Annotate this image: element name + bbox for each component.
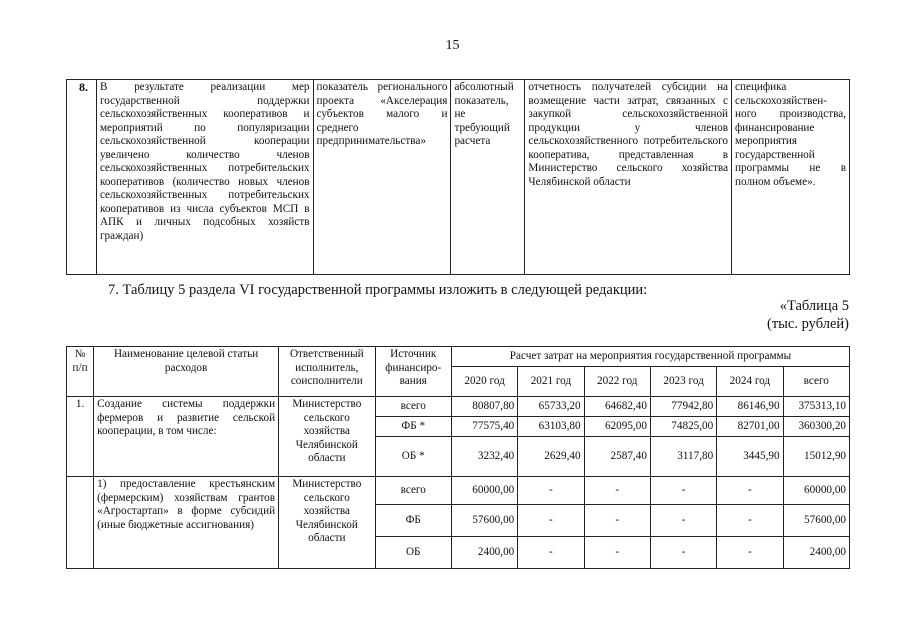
- header-year: 2023 год: [650, 367, 716, 397]
- value-cell: -: [518, 477, 584, 505]
- value-cell: -: [518, 505, 584, 537]
- header-name: Наименование целевой статьи расходов: [94, 347, 279, 397]
- indicator-name: В результате реализации мер государственной поддержки сельскохозяйственных кооперативов и мероприятий по популяризации сельскохозяйственной кооперации увеличено количество членов сельскохозяйственных потребительских кооперативов (количество новых членов сельскохозяйственных потребительских кооперативов из числа субъектов МСП в АПК и личных подсобных хозяйств граждан): [96, 80, 313, 275]
- header-year: 2021 год: [518, 367, 584, 397]
- header-row: [67, 347, 850, 367]
- value-cell: 60000,00: [783, 477, 849, 505]
- table-caption: «Таблица 5: [779, 298, 849, 314]
- funding-source: ОБ: [375, 537, 451, 569]
- expense-name: Создание системы поддержки фермеров и развитие сельской кооперации, в том числе:: [94, 397, 279, 477]
- value-cell: -: [650, 537, 716, 569]
- value-cell: -: [717, 505, 783, 537]
- value-cell: 77575,40: [451, 417, 517, 437]
- value-cell: 375313,10: [783, 397, 849, 417]
- funding-source: ОБ *: [375, 437, 451, 477]
- row-number: 8.: [67, 80, 97, 275]
- executor: Министерство сельского хозяйства Челябинской области: [279, 397, 375, 477]
- value-cell: 64682,40: [584, 397, 650, 417]
- funding-source: ФБ *: [375, 417, 451, 437]
- data-source: отчетность получателей субсидии на возмещение части затрат, связанных с закупкой сельскохозяйственной продукции у членов сельскохозяйственного потребительского кооператива, представленная в Министерство сельского хозяйства Челябинской области: [525, 80, 732, 275]
- value-cell: 57600,00: [451, 505, 517, 537]
- value-cell: 63103,80: [518, 417, 584, 437]
- table-row: [67, 397, 850, 417]
- funding-source: ФБ: [375, 505, 451, 537]
- calculation-method: абсолютный показатель, не требующий расчета: [451, 80, 525, 275]
- header-year: 2020 год: [451, 367, 517, 397]
- value-cell: 2400,00: [451, 537, 517, 569]
- table-row: [67, 80, 850, 275]
- value-cell: -: [717, 537, 783, 569]
- value-cell: -: [584, 537, 650, 569]
- value-cell: 77942,80: [650, 397, 716, 417]
- executor: Министерство сельского хозяйства Челябинской области: [279, 477, 375, 569]
- value-cell: 86146,90: [717, 397, 783, 417]
- header-source: Источник финансиро-вания: [375, 347, 451, 397]
- value-cell: 74825,00: [650, 417, 716, 437]
- table-row: [67, 477, 850, 505]
- cost-table: [66, 346, 850, 569]
- value-cell: 82701,00: [717, 417, 783, 437]
- row-number: [67, 477, 94, 569]
- value-cell: 65733,20: [518, 397, 584, 417]
- value-cell: -: [650, 505, 716, 537]
- deviation-reason: специфика сельскохозяйствен-ного производства, финансирование мероприятия государственной программы не в полном объеме».: [732, 80, 850, 275]
- header-year: 2022 год: [584, 367, 650, 397]
- amendment-text: 7. Таблицу 5 раздела VI государственной программы изложить в следующей редакции:: [108, 282, 648, 298]
- expense-name: 1) предоставление крестьянским (фермерским) хозяйствам грантов «Агростартап» в форме субсидий (иные бюджетные ассигнования): [94, 477, 279, 569]
- value-cell: 57600,00: [783, 505, 849, 537]
- table-units: (тыс. рублей): [767, 316, 849, 332]
- value-cell: 2587,40: [584, 437, 650, 477]
- value-cell: 2629,40: [518, 437, 584, 477]
- value-cell: 360300,20: [783, 417, 849, 437]
- value-cell: 60000,00: [451, 477, 517, 505]
- value-cell: -: [584, 477, 650, 505]
- row-number: 1.: [67, 397, 94, 477]
- value-cell: -: [717, 477, 783, 505]
- indicator-type: показатель регионального проекта «Акселерация субъектов малого и среднего предпринимательства»: [313, 80, 451, 275]
- value-cell: 80807,80: [451, 397, 517, 417]
- value-cell: 2400,00: [783, 537, 849, 569]
- value-cell: -: [584, 505, 650, 537]
- value-cell: 3232,40: [451, 437, 517, 477]
- header-calc: Расчет затрат на мероприятия государственной программы: [451, 347, 849, 367]
- funding-source: всего: [375, 397, 451, 417]
- funding-source: всего: [375, 477, 451, 505]
- value-cell: 62095,00: [584, 417, 650, 437]
- indicator-table: [66, 79, 850, 275]
- header-total: всего: [783, 367, 849, 397]
- value-cell: -: [650, 477, 716, 505]
- header-year: 2024 год: [717, 367, 783, 397]
- value-cell: 15012,90: [783, 437, 849, 477]
- value-cell: 3445,90: [717, 437, 783, 477]
- header-executor: Ответственный исполнитель, соисполнители: [279, 347, 375, 397]
- value-cell: -: [518, 537, 584, 569]
- page-number: 15: [445, 38, 460, 53]
- header-num: № п/п: [67, 347, 94, 397]
- value-cell: 3117,80: [650, 437, 716, 477]
